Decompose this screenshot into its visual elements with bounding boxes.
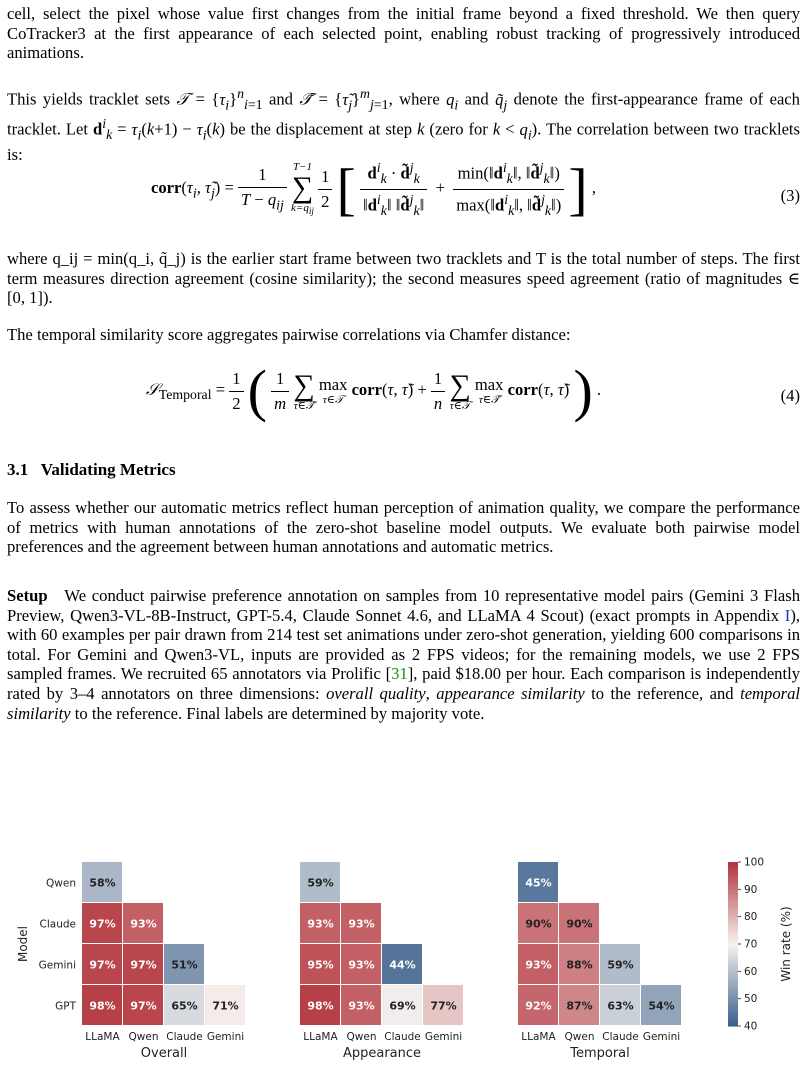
colorbar-tick-label: 40 [744,1020,758,1033]
x-tick-label: Qwen [128,1031,159,1043]
x-tick-label: Gemini [642,1031,681,1043]
cell-value-label: 93% [348,999,375,1013]
cell-value-label: 87% [566,999,593,1013]
cell-value-label: 44% [389,958,416,972]
y-tick-label: Gemini [38,959,76,972]
colorbar-segment [728,1023,738,1026]
paragraph-where: where q_ij = min(q_i, q̃_j) is the earlier start frame between two tracklets and T is the total number of steps. The first term measures direction agreement (cosine similarity); the second measures speed agreement (ratio of magnitudes ∈ [0, 1]). [7,249,800,308]
cell-value-label: 93% [307,917,334,931]
cell-value-label: 98% [307,999,334,1013]
heatmap-title: Temporal [570,1046,630,1061]
cell-value-label: 71% [212,999,239,1013]
setup-heading: Setup [7,586,48,605]
x-tick-label: Gemini [206,1031,245,1043]
equation-number-3: (3) [780,186,800,205]
y-tick-label: Qwen [46,877,76,890]
heatmap-title: Appearance [342,1046,422,1061]
colorbar-tick-label: 80 [744,911,758,924]
y-axis-label: Model [16,925,30,963]
heatmap-figure-svg [0,850,808,1067]
cell-value-label: 77% [430,999,457,1013]
cell-value-label: 97% [130,958,157,972]
colorbar-tick-label: 70 [744,938,758,951]
paragraph-assess: To assess whether our automatic metrics reflect human perception of animation quality, we compare the performance of metrics with human annotations of the zero-shot baseline model outputs. We evaluate both pairwise model preferences and the agreement between human annotations and automatic metrics. [7,498,800,557]
cell-value-label: 54% [648,999,675,1013]
x-tick-label: Claude [602,1031,639,1043]
cell-value-label: 65% [171,999,198,1013]
x-tick-label: LLaMA [85,1031,120,1043]
cell-value-label: 58% [89,876,116,890]
cell-value-label: 59% [307,876,334,890]
cell-value-label: 93% [130,917,157,931]
colorbar-tick-label: 100 [744,856,765,869]
cell-value-label: 63% [607,999,634,1013]
cell-value-label: 97% [89,958,116,972]
paragraph-tracklets: This yields tracklet sets 𝒯 = $\{\tau_i\}^n_{i=1}$ and 𝒯̃ = $\{\taũ_j\}^m_{j=1}$, where $q_i$ and $q̃_j$ denote the first-appearance frame of each tracklet. Let $d^i_k = \tau_i(k+1) - \tau_i(k)$ be the displacement at step k (zero for $k < q_i$). The correlation between two tracklets is: [7,86,800,164]
colorbar-tick-label: 60 [744,965,758,978]
paragraph-tracking: cell, select the pixel whose value first changes from the initial frame beyond a fixed threshold. We then query CoTracker3 at the first appearance of each selected point, enabling robust tracking of progressively introduced animations. [7,4,800,63]
cell-value-label: 90% [525,917,552,931]
cell-value-label: 51% [171,958,198,972]
cell-value-label: 95% [307,958,334,972]
section-heading: 3.1 Validating Metrics [7,460,176,479]
appendix-link[interactable]: I [784,605,791,625]
cell-value-label: 45% [525,876,552,890]
citation-link[interactable]: 31 [391,664,408,684]
x-tick-label: LLaMA [303,1031,338,1043]
colorbar-tick-label: 50 [744,993,758,1006]
heatmap-title: Overall [140,1046,188,1061]
cell-value-label: 97% [89,917,116,931]
x-tick-label: Claude [384,1031,421,1043]
cell-value-label: 88% [566,958,593,972]
y-tick-label: GPT [55,1000,76,1013]
colorbar-label: Win rate (%) [779,906,793,982]
x-tick-label: LLaMA [521,1031,556,1043]
colorbar-tick-label: 90 [744,883,758,896]
cell-value-label: 93% [348,958,375,972]
x-tick-label: Claude [166,1031,203,1043]
paragraph-chamfer: The temporal similarity score aggregates pairwise correlations via Chamfer distance: [7,325,571,344]
cell-value-label: 97% [130,999,157,1013]
x-tick-label: Qwen [564,1031,595,1043]
cell-value-label: 69% [389,999,416,1013]
equation-3: $corr(\tau_i$, $\taũ_j$) = $\frac{1}{T - q_{ij}}$ T−1 ∑ $k=q_{ij}$ $\frac{1}{2}$ [ $\frac{d^i_k \cdot d̃^j_k}{‖d^i_k‖ ‖d̃^j_k‖}$ + $\frac{\min(‖d^i_k‖, ‖d̃^j_k‖)}{\max(‖d^i_k‖, ‖d̃^j_k‖)}$ ] , (3) [150,156,800,222]
equation-number-4: (4) [780,386,800,405]
x-tick-label: Qwen [346,1031,377,1043]
cell-value-label: 90% [566,917,593,931]
x-tick-label: Gemini [424,1031,463,1043]
cell-value-label: 92% [525,999,552,1013]
heatmap-figure [0,850,808,1067]
cell-value-label: 98% [89,999,116,1013]
cell-value-label: 93% [525,958,552,972]
y-tick-label: Claude [39,918,76,931]
equation-4: 𝒮$_{Temporal}$ = $\frac{1}{2}$ ( $\frac{1}{m}$ ∑ τ̃∈𝒯̃ max τ∈𝒯 corr(τ, τ̃) + $\frac{1}{n}$ ∑ τ∈𝒯 max τ̃∈𝒯̃ corr(τ, τ̃) ) . (4) [145,358,800,423]
cell-value-label: 59% [607,958,634,972]
paragraph-setup: Setup We conduct pairwise preference annotation on samples from 10 representative model pairs (Gemini 3 Flash Preview, Qwen3-VL-8B-Instruct, GPT-5.4, Claude Sonnet 4.6, and LLaMA 4 Scout) (exact prompts in Appendix I), with 60 examples per pair drawn from 214 test set animations under zero-shot generation, yielding 600 comparisons in total. For Gemini and Qwen3-VL, inputs are provided as 2 FPS videos; for the remaining models, we use 2 FPS sampled frames. We recruited 65 annotators via Prolific [31], paid $18.00 per hour. Each comparison is independently rated by 3–4 annotators on three dimensions: overall quality, appearance similarity to the reference, and temporal similarity to the reference. Final labels are determined by majority vote. [7,586,800,723]
cell-value-label: 93% [348,917,375,931]
